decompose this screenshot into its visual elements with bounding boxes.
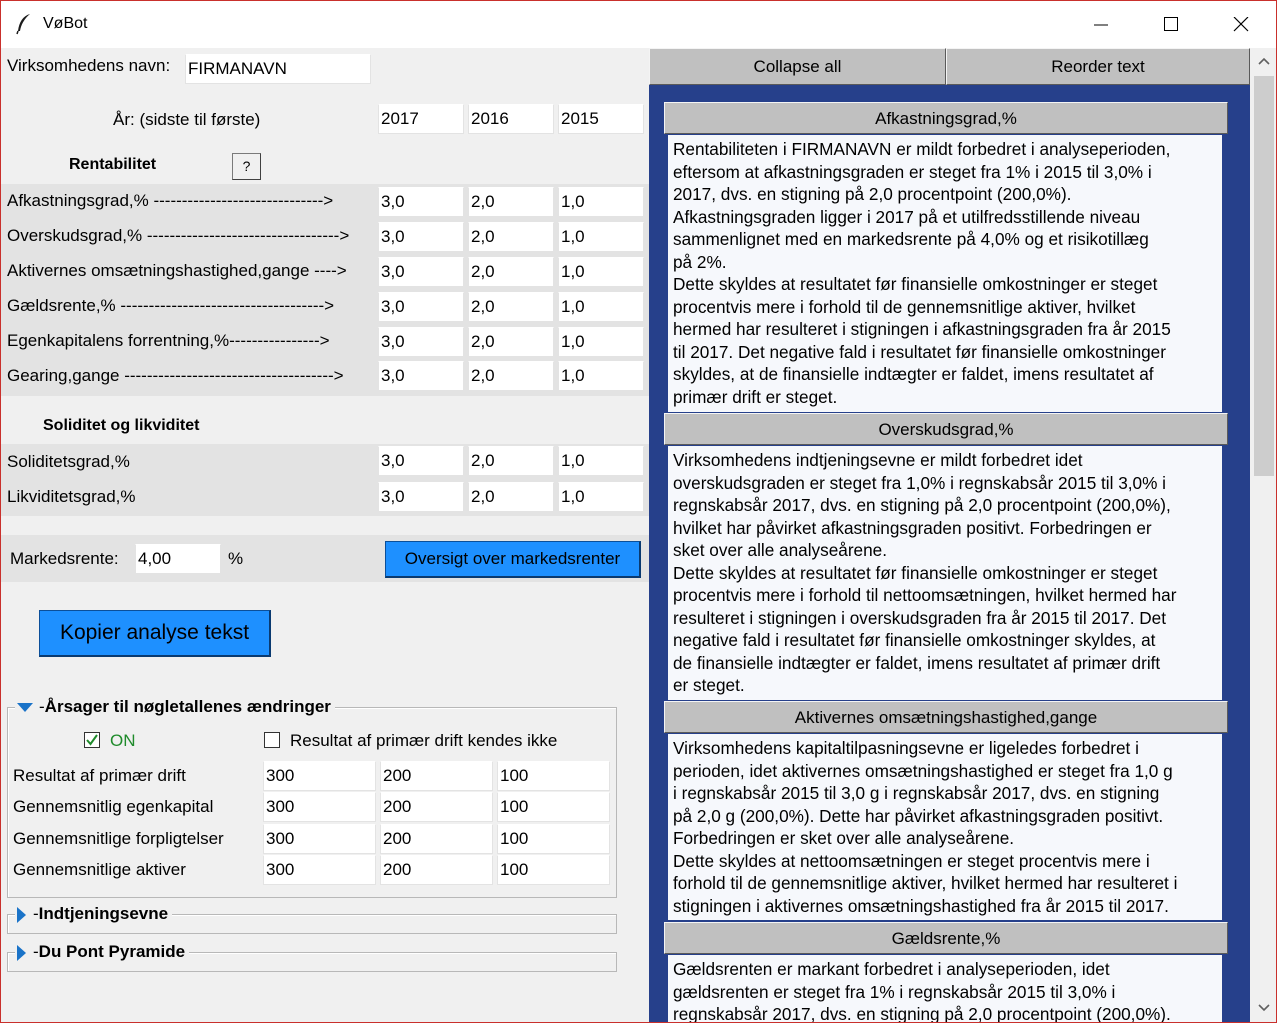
section-text-gaeldsrente[interactable] <box>668 955 1222 1023</box>
minimize-icon <box>1092 17 1110 33</box>
overskudsgrad-input-2[interactable]: 2,0 <box>468 222 554 252</box>
row-label-egenkapitalens-forrentning: Egenkapitalens forrentning,%----------------> <box>7 331 330 350</box>
soliditet-heading: Soliditet og likviditet <box>43 417 200 434</box>
aktiver-input-1[interactable]: 300 <box>263 855 376 885</box>
section-text-line: sket over alle analyseårene. <box>673 540 888 560</box>
overskudsgrad-input-1[interactable]: 3,0 <box>378 222 464 252</box>
triangle-right-icon <box>17 907 27 923</box>
indtjeningsevne-title-text: Indtjeningsevne <box>38 904 169 923</box>
section-header-omsaetningshastighed[interactable]: Aktivernes omsætningshastighed,gange <box>664 701 1228 733</box>
section-text-line: på 2,0 g (200,0%). Dette har påvirket afkastningsgraden positivt. <box>673 805 1164 826</box>
gearing-input-2[interactable]: 2,0 <box>468 361 554 391</box>
row-label-gennemsnitlig-egenkapital: Gennemsnitlig egenkapital <box>13 797 214 816</box>
section-text-line: perioden, idet aktivernes omsætningshastighed er steget fra 1,0 g <box>673 760 1173 781</box>
row-label-gearing: Gearing,gange -------------------------------------> <box>7 366 344 385</box>
gaeldsrente-input-3[interactable]: 1,0 <box>558 292 644 322</box>
help-button[interactable] <box>232 153 261 180</box>
forpligtelser-input-2[interactable]: 200 <box>380 824 493 854</box>
scrollbar-thumb[interactable] <box>1254 76 1274 476</box>
section-text-line: er steget. <box>673 675 745 695</box>
afkastningsgrad-input-3[interactable]: 1,0 <box>558 187 644 217</box>
causes-title-text: Årsager til nøgletallenes ændringer <box>44 697 331 716</box>
company-name-input[interactable]: FIRMANAVN <box>185 54 371 84</box>
row-label-omsaetningshastighed: Aktivernes omsætningshastighed,gange ----> <box>7 261 347 280</box>
triangle-right-icon <box>17 945 27 961</box>
egenkapital-input-1[interactable]: 3,0 <box>378 327 464 357</box>
market-rate-label: Markedsrente: <box>10 549 119 568</box>
section-text-line: Virksomhedens indtjeningsevne er mildt forbedret idet <box>673 450 1083 470</box>
row-label-gennemsnitlige-forpligtelser: Gennemsnitlige forpligtelser <box>13 829 224 848</box>
company-name-label: Virksomhedens navn: <box>7 56 171 75</box>
egenkapital-input-2[interactable]: 2,0 <box>468 327 554 357</box>
input-panel <box>1 48 649 1023</box>
section-text-line: 2017, dvs. en stigning på 2,0 procentpoint (200,0%). <box>673 184 1072 204</box>
unknown-result-checkbox[interactable] <box>264 732 280 748</box>
omsaetningshastighed-input-2[interactable]: 2,0 <box>468 257 554 287</box>
maximize-button[interactable] <box>1136 1 1206 48</box>
du-pont-frame-title[interactable]: -Du Pont Pyramide <box>15 942 189 962</box>
section-text-line: stigningen i aktivernes omsætningshastighed fra år 2015 til 2017. <box>673 895 1169 916</box>
section-text-line: Forbedringen er sket over alle analyseårene. <box>673 828 1015 848</box>
section-text-line: på 2%. <box>673 251 727 272</box>
row-label-likviditetsgrad: Likviditetsgrad,% <box>7 487 136 506</box>
on-checkbox[interactable] <box>84 732 100 748</box>
section-text-line: Dette skyldes at nettoomsætningen er steget procentvis mere i <box>673 850 1150 871</box>
row-label-gaeldsrente: Gældsrente,% ------------------------------------> <box>7 296 335 315</box>
close-icon <box>1232 17 1250 33</box>
window-title: VøBot <box>43 15 88 32</box>
du-pont-title-text: Du Pont Pyramide <box>38 942 186 961</box>
reorder-text-button[interactable]: Reorder text <box>946 48 1250 85</box>
analysis-panel <box>649 48 1277 1023</box>
feather-icon <box>15 13 33 35</box>
maximize-icon <box>1162 17 1180 33</box>
resultat-input-2[interactable]: 200 <box>380 761 493 791</box>
help-icon: ? <box>242 158 251 174</box>
row-label-soliditetsgrad: Soliditetsgrad,% <box>7 452 130 471</box>
section-text-line: overskudsgraden er steget fra 1,0% i regnskabsår 2015 til 3,0% i <box>673 472 1166 493</box>
section-text-line: Afkastningsgraden ligger i 2017 på et utilfredsstillende niveau <box>673 206 1141 227</box>
resultat-input-3[interactable]: 100 <box>497 761 610 791</box>
section-text-line: Gældsrenten er markant forbedret i analyseperioden, idet <box>673 959 1110 979</box>
soliditetsgrad-input-3[interactable]: 1,0 <box>558 446 644 476</box>
row-label-overskudsgrad: Overskudsgrad,% ----------------------------------> <box>7 226 350 245</box>
copy-analysis-button[interactable]: Kopier analyse tekst <box>39 610 271 657</box>
indtjeningsevne-frame-title[interactable]: -Indtjeningsevne <box>15 904 172 924</box>
omsaetningshastighed-input-3[interactable]: 1,0 <box>558 257 644 287</box>
section-text-line: gældsrenten er steget fra 1% i regnskabsår 2015 til 3,0% i <box>673 981 1116 1002</box>
soliditetsgrad-input-2[interactable]: 2,0 <box>468 446 554 476</box>
egenkapital-avg-input-2[interactable]: 200 <box>380 792 493 822</box>
section-text-line: sammenlignet med en markedsrente på 4,0% og et risikotillæg <box>673 229 1149 249</box>
section-text-line: regnskabsår 2017, dvs. en stigning på 2,0 procentpoint (200,0%). <box>673 1004 1171 1023</box>
causes-frame-title[interactable]: -Årsager til nøgletallenes ændringer <box>15 697 335 717</box>
section-text-line: de finansielle indtægter er faldet, imens resultatet af primær drift <box>673 652 1161 673</box>
section-text-line: skyldes, at de finansielle indtægter er faldet, imens resultatet af <box>673 364 1154 384</box>
market-rate-input[interactable]: 4,00 <box>135 544 221 574</box>
section-text-afkastningsgrad[interactable] <box>668 135 1222 412</box>
title-bar <box>1 1 1276 48</box>
year-input-2[interactable]: 2016 <box>468 104 554 134</box>
section-text-line: primær drift er steget. <box>673 386 838 407</box>
rentabilitet-heading: Rentabilitet <box>69 156 157 173</box>
years-label: År: (sidste til første) <box>113 110 261 129</box>
likviditetsgrad-input-1[interactable]: 3,0 <box>378 482 464 512</box>
overskudsgrad-input-3[interactable]: 1,0 <box>558 222 644 252</box>
section-text-line: regnskabsår 2017, dvs. en stigning på 2,0 procentpoint (200,0%), <box>673 495 1171 515</box>
section-text-line: eftersom at afkastningsgraden er steget fra 1% i 2015 til 3,0% i <box>673 161 1152 182</box>
section-text-omsaetningshastighed[interactable] <box>668 734 1222 920</box>
unknown-result-label: Resultat af primær drift kendes ikke <box>290 731 558 750</box>
section-text-line: i regnskabsår 2015 til 3,0 g i regnskabsår 2017, dvs. en stigning <box>673 783 1160 803</box>
likviditetsgrad-input-3[interactable]: 1,0 <box>558 482 644 512</box>
likviditetsgrad-input-2[interactable]: 2,0 <box>468 482 554 512</box>
market-rates-overview-button[interactable]: Oversigt over markedsrenter <box>385 541 641 578</box>
section-text-line: til 2017. Det negative fald i resultatet før finansielle omkostninger <box>673 341 1166 362</box>
collapse-all-button[interactable]: Collapse all <box>649 48 946 85</box>
section-text-line: procentvis mere i forhold til de gennemsnitlige aktiver, hvilket <box>673 296 1136 317</box>
section-header-afkastningsgrad[interactable]: Afkastningsgrad,% <box>664 102 1228 134</box>
market-rate-unit: % <box>228 549 244 568</box>
aktiver-input-3[interactable]: 100 <box>497 855 610 885</box>
analysis-canvas <box>649 85 1250 1023</box>
section-text-line: resulteret i stigningen i overskudsgraden fra år 2015 til 2017. Det <box>673 607 1166 628</box>
section-text-line: hermed har resulteret i stigningen i afkastningsgraden fra år 2015 <box>673 319 1171 339</box>
forpligtelser-input-1[interactable]: 300 <box>263 824 376 854</box>
close-button[interactable] <box>1206 1 1276 48</box>
gaeldsrente-input-2[interactable]: 2,0 <box>468 292 554 322</box>
afkastningsgrad-input-1[interactable]: 3,0 <box>378 187 464 217</box>
section-text-overskudsgrad[interactable] <box>668 446 1222 700</box>
checkmark-icon <box>85 733 99 747</box>
scroll-up-icon[interactable] <box>1257 56 1271 66</box>
afkastningsgrad-input-2[interactable]: 2,0 <box>468 187 554 217</box>
year-input-3[interactable]: 2015 <box>558 104 644 134</box>
gaeldsrente-input-1[interactable]: 3,0 <box>378 292 464 322</box>
section-text-line: Dette skyldes at resultatet før finansielle omkostninger er steget <box>673 562 1158 583</box>
section-text-line: Dette skyldes at resultatet før finansielle omkostninger er steget <box>673 274 1158 294</box>
aktiver-input-2[interactable]: 200 <box>380 855 493 885</box>
egenkapital-input-3[interactable]: 1,0 <box>558 327 644 357</box>
row-label-resultat-primaer-drift: Resultat af primær drift <box>13 766 186 785</box>
section-header-overskudsgrad[interactable]: Overskudsgrad,% <box>664 413 1228 445</box>
egenkapital-avg-input-3[interactable]: 100 <box>497 792 610 822</box>
section-text-line: hvilket har påvirket afkastningsgraden positivt. Forbedringen er <box>673 517 1152 538</box>
gearing-input-3[interactable]: 1,0 <box>558 361 644 391</box>
scroll-down-icon[interactable] <box>1257 1003 1271 1013</box>
forpligtelser-input-3[interactable]: 100 <box>497 824 610 854</box>
section-text-line: forhold til de gennemsnitlige aktiver, hvilket hermed har resulteret i <box>673 873 1178 893</box>
gearing-input-1[interactable]: 3,0 <box>378 361 464 391</box>
year-input-1[interactable]: 2017 <box>378 104 464 134</box>
section-text-line: Virksomhedens kapitaltilpasningsevne er ligeledes forbedret i <box>673 738 1139 758</box>
minimize-button[interactable] <box>1066 1 1136 48</box>
section-text-line: procentvis mere i forhold til nettoomsætningen, hvilket hermed har <box>673 585 1177 605</box>
row-label-afkastningsgrad: Afkastningsgrad,% ------------------------------> <box>7 191 334 210</box>
soliditetsgrad-input-1[interactable]: 3,0 <box>378 446 464 476</box>
section-text-line: Rentabiliteten i FIRMANAVN er mildt forbedret i analyseperioden, <box>673 139 1171 159</box>
section-text-line: negative fald i resultatet før finansielle omkostninger skyldes, at <box>673 630 1156 650</box>
on-label: ON <box>110 731 136 750</box>
resultat-input-1[interactable]: 300 <box>263 761 376 791</box>
row-label-gennemsnitlige-aktiver: Gennemsnitlige aktiver <box>13 860 186 879</box>
triangle-down-icon <box>17 703 33 713</box>
vertical-scrollbar[interactable] <box>1250 48 1277 1023</box>
egenkapital-avg-input-1[interactable]: 300 <box>263 792 376 822</box>
section-header-gaeldsrente[interactable]: Gældsrente,% <box>664 922 1228 954</box>
omsaetningshastighed-input-1[interactable]: 3,0 <box>378 257 464 287</box>
